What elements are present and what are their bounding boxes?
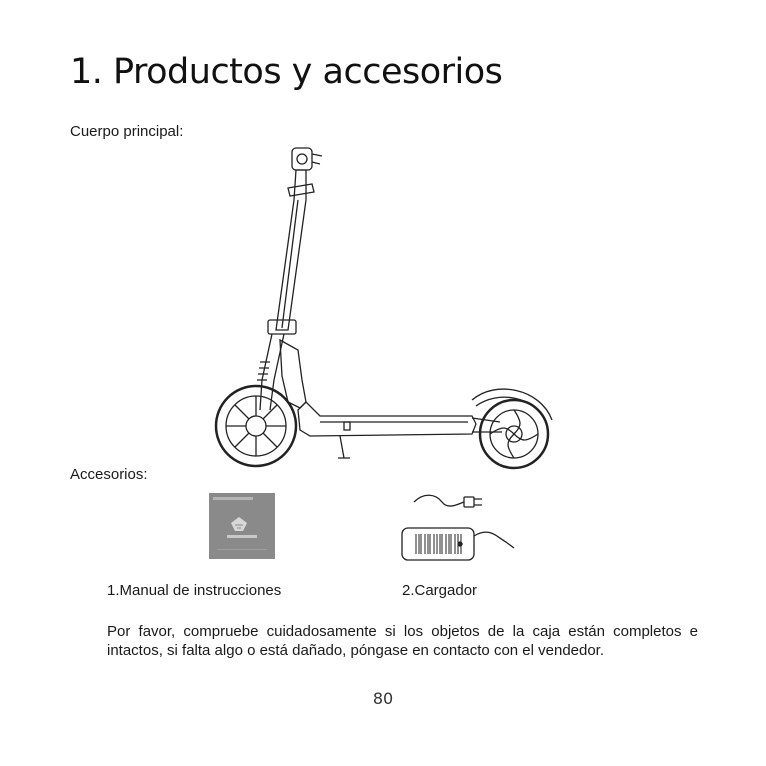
manual-caption: 1.Manual de instrucciones	[107, 582, 282, 599]
contents-check-note: Por favor, compruebe cuidadosamente si los objetos de la caja están completos e intactos, si falta algo o está dañado, póngase en contacto con el vendedor.	[107, 623, 698, 659]
accessories-label: Accesorios:	[70, 466, 148, 483]
page-number: 80	[372, 689, 394, 708]
manual-booklet-icon	[209, 493, 275, 559]
scooter-illustration	[210, 140, 560, 470]
charger-icon	[398, 488, 518, 568]
page-title: 1. Productos y accesorios	[70, 52, 503, 92]
main-body-label: Cuerpo principal:	[70, 123, 184, 140]
charger-caption: 2.Cargador	[402, 582, 478, 599]
